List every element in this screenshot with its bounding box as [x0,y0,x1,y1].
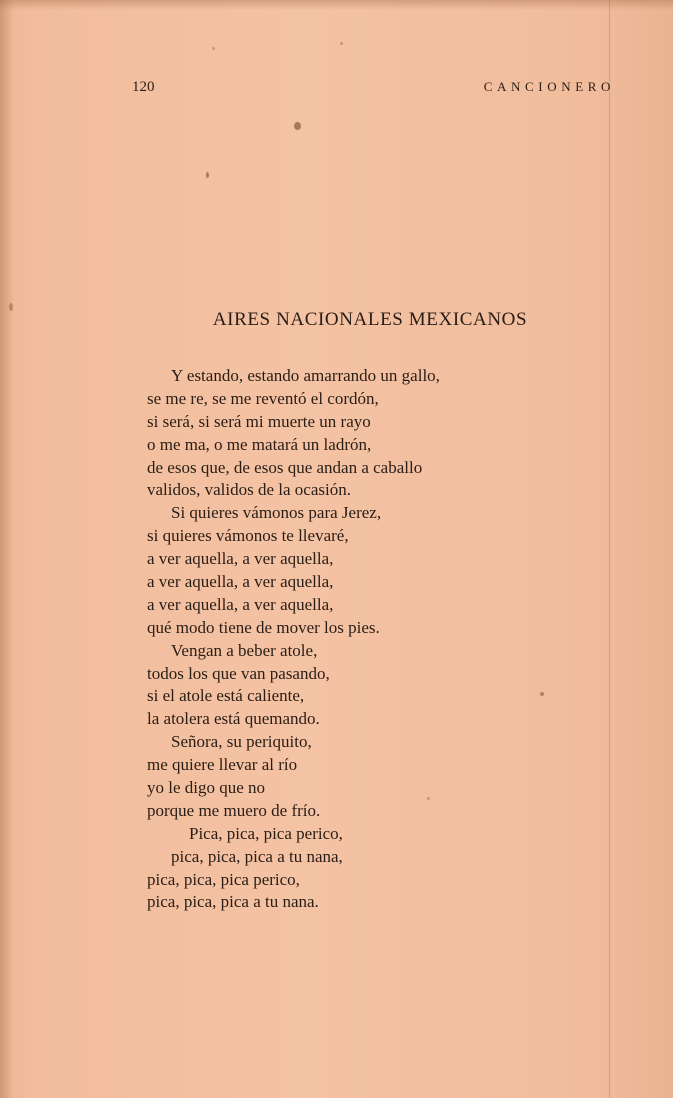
poem-line: la atolera está quemando. [147,709,320,729]
poem-line: se me re, se me reventó el cordón, [147,388,379,408]
poem-line: Pica, pica, pica perico, [189,823,343,843]
poem-line: pica, pica, pica perico, [147,869,300,889]
poem-line: qué modo tiene de mover los pies. [147,617,380,637]
poem-line: o me ma, o me matará un ladrón, [147,434,372,454]
paper-stain [294,122,301,130]
paper-stain [206,172,209,178]
poem-line: Señora, su periquito, [171,732,312,752]
page-top-shadow [0,0,673,10]
poem-line: si será, si será mi muerte un rayo [147,411,371,431]
poem-line: a ver aquella, a ver aquella, [147,594,334,614]
paper-stain [340,42,343,45]
poem-line: a ver aquella, a ver aquella, [147,572,334,592]
poem-body [147,365,607,914]
paper-stain [212,47,215,50]
page-fold-line [609,0,610,1098]
poem-line: todos los que van pasando, [147,663,330,683]
poem-line: si el atole está caliente, [147,686,305,706]
poem-line: porque me muero de frío. [147,800,321,820]
poem-line: Vengan a beber atole, [171,640,318,660]
poem-line: pica, pica, pica a tu nana, [171,846,343,866]
paper-stain [9,303,13,311]
poem-line: me quiere llevar al río [147,755,298,775]
poem-line: pica, pica, pica a tu nana. [147,892,319,912]
poem-line: a ver aquella, a ver aquella, [147,549,334,569]
running-head [130,79,615,99]
page-number: 120 [132,79,155,95]
poem-line: Si quieres vámonos para Jerez, [171,503,382,523]
poem-line: de esos que, de esos que andan a caballo [147,457,423,477]
poem-line: validos, validos de la ocasión. [147,480,351,500]
page-edge-shadow [0,0,14,1098]
poem-line: Y estando, estando amarrando un gallo, [171,366,440,385]
poem-line: si quieres vámonos te llevaré, [147,526,349,546]
running-title: CANCIONERO [483,79,615,94]
poem-line: yo le digo que no [147,778,266,798]
poem-title: AIRES NACIONALES MEXICANOS [212,309,528,330]
